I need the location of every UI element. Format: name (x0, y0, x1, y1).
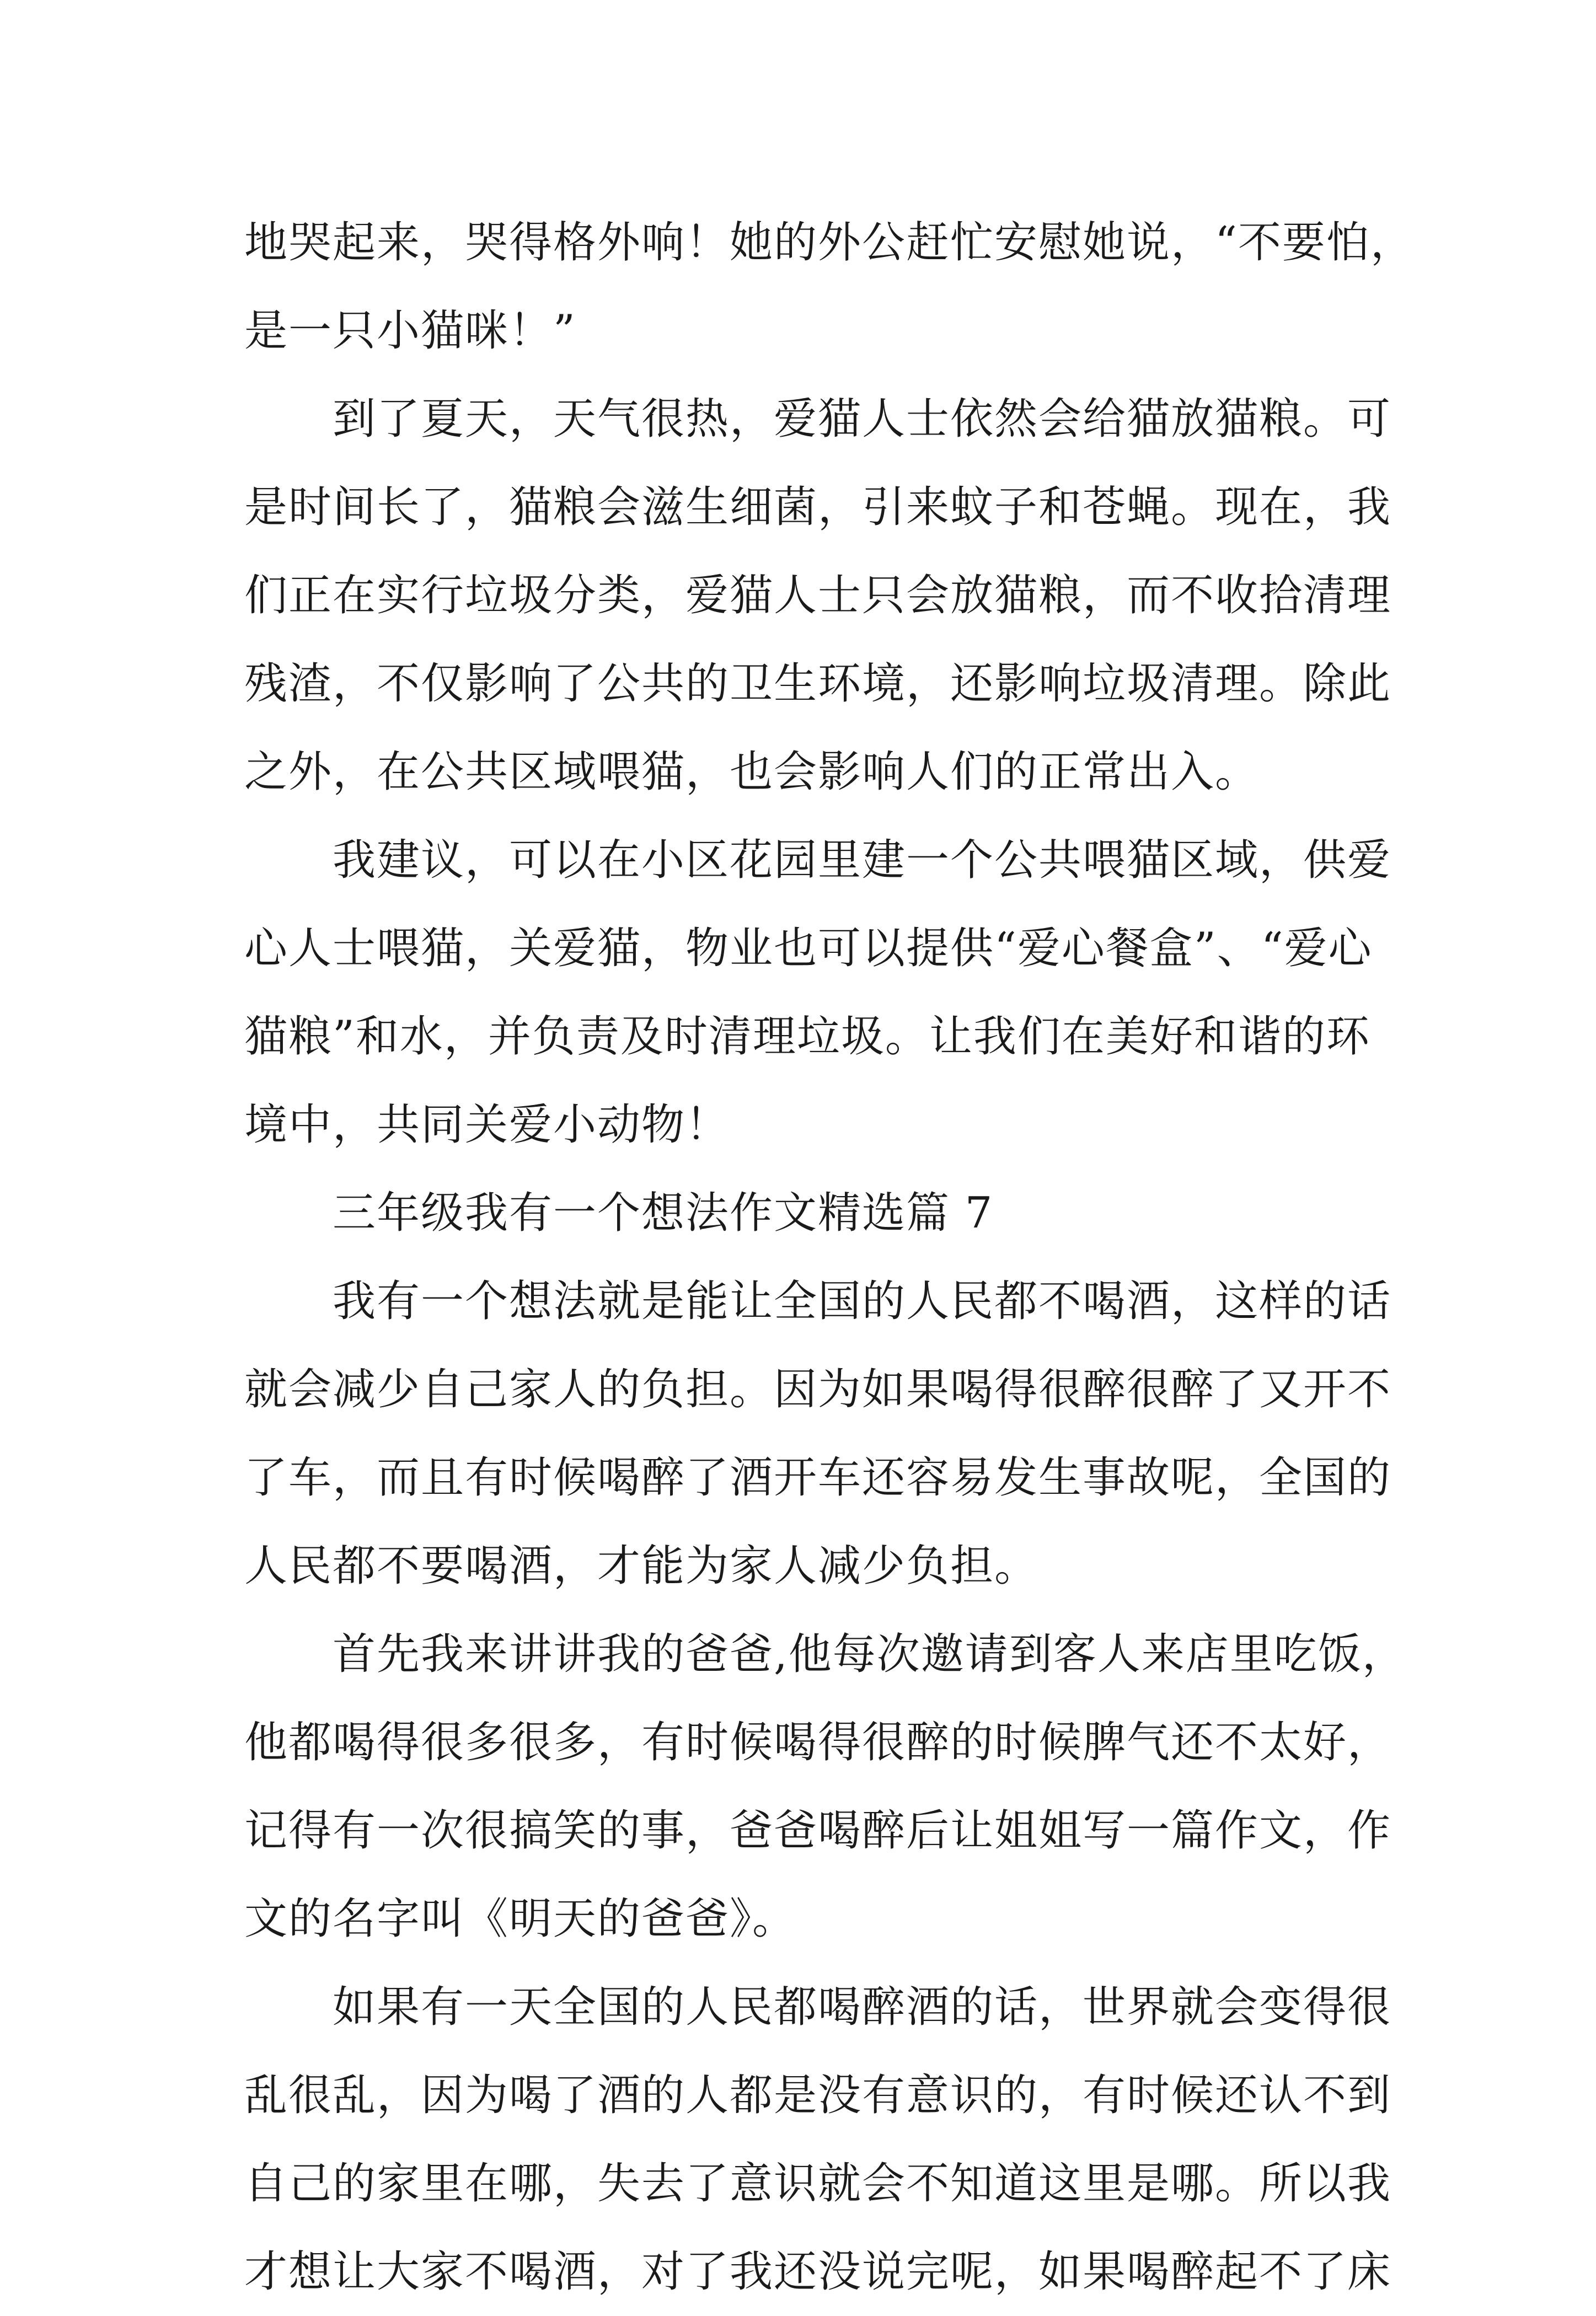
text-line: 们正在实行垃圾分类，爱猫人士只会放猫粮，而不收拾清理 (244, 571, 1392, 620)
paragraph-start-line: 如果有一天全国的人民都喝醉酒的话，世界就会变得很 (333, 1982, 1392, 2032)
text-line: 他都喝得很多很多，有时候喝得很醉的时候脾气还不太好， (244, 1718, 1392, 1767)
text-line: 人民都不要喝酒，才能为家人减少负担。 (244, 1541, 1039, 1591)
paragraph-start-line: 首先我来讲讲我的爸爸,他每次邀请到客人来店里吃饭， (333, 1629, 1406, 1679)
text-line: 境中，共同关爱小动物！ (244, 1100, 730, 1150)
text-line: 心人士喂猫，关爱猫，物业也可以提供“爱心餐盒”、“爱心 (244, 924, 1373, 973)
text-line: 乱很乱，因为喝了酒的人都是没有意识的，有时候还认不到 (244, 2071, 1392, 2120)
paragraph-start-line: 我有一个想法就是能让全国的人民都不喝酒，这样的话 (333, 1277, 1392, 1326)
text-line: 才想让大家不喝酒，对了我还没说完呢，如果喝醉起不了床 (244, 2247, 1392, 2297)
text-line: 地哭起来，哭得格外响！她的外公赶忙安慰她说，“不要怕， (244, 218, 1415, 267)
text-line: 是时间长了，猫粮会滋生细菌，引来蚊子和苍蝇。现在，我 (244, 482, 1392, 532)
text-line: 残渣，不仅影响了公共的卫生环境，还影响垃圾清理。除此 (244, 659, 1392, 709)
text-line: 自己的家里在哪，失去了意识就会不知道这里是哪。所以我 (244, 2159, 1392, 2208)
text-line: 就会减少自己家人的负担。因为如果喝得很醉很醉了又开不 (244, 1365, 1392, 1414)
text-line: 猫粮”和水，并负责及时清理垃圾。让我们在美好和谐的环 (244, 1012, 1370, 1062)
paragraph-start-line: 到了夏天，天气很热，爱猫人士依然会给猫放猫粮。可 (333, 394, 1392, 444)
document-page (244, 199, 1415, 2316)
paragraph-start-line: 我建议，可以在小区花园里建一个公共喂猫区域，供爱 (333, 835, 1392, 885)
text-line: 文的名字叫《明天的爸爸》。 (244, 1894, 797, 1944)
text-line: 是一只小猫咪！” (244, 306, 576, 356)
text-line: 之外，在公共区域喂猫，也会影响人们的正常出入。 (244, 747, 1260, 797)
text-line: 记得有一次很搞笑的事，爸爸喝醉后让姐姐写一篇作文，作 (244, 1806, 1392, 1856)
text-line: 了车，而且有时候喝醉了酒开车还容易发生事故呢，全国的 (244, 1453, 1392, 1503)
section-heading: 三年级我有一个想法作文精选篇 7 (333, 1188, 994, 1238)
